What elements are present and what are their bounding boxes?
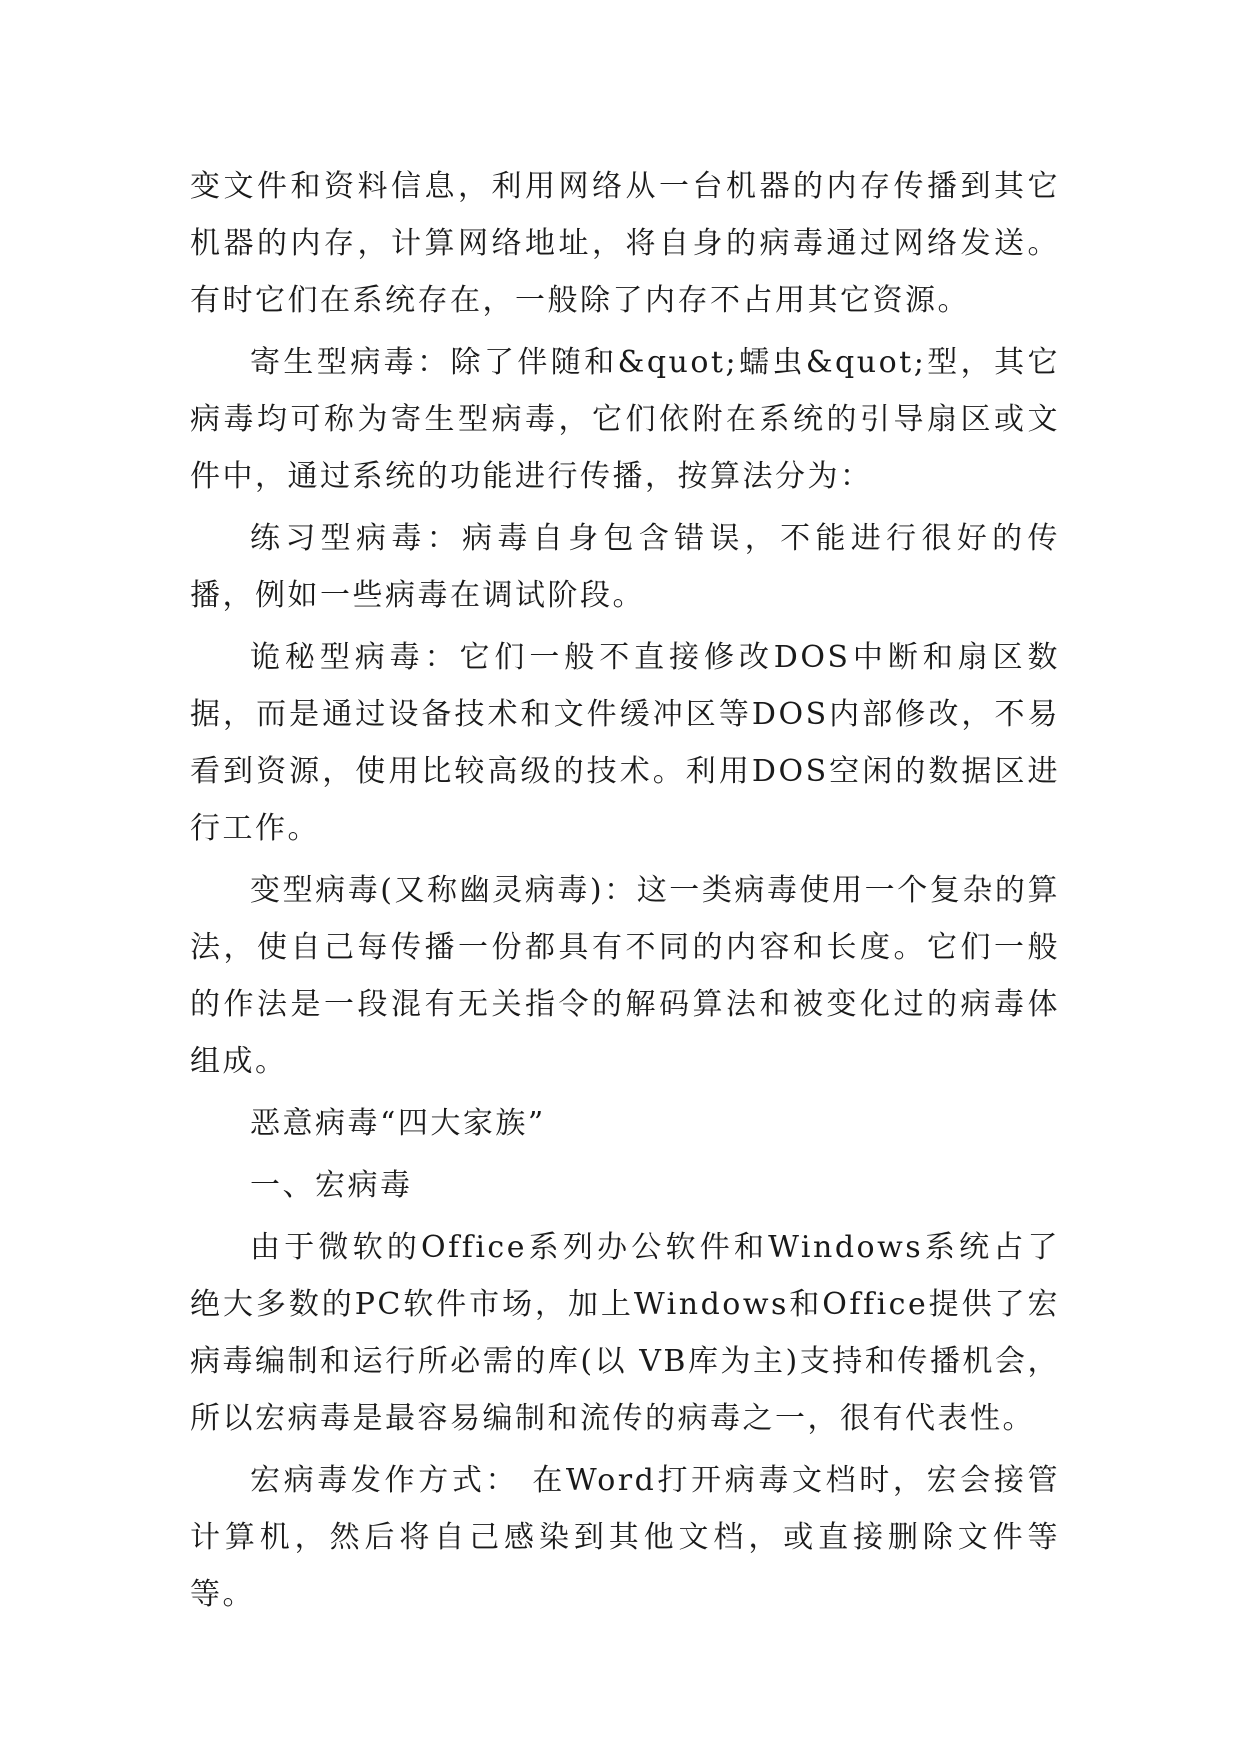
paragraph-polymorphic-virus: 变型病毒(又称幽灵病毒)：这一类病毒使用一个复杂的算法，使自己每传播一份都具有不同的内容和长度。它们一般的作法是一段混有无关指令的解码算法和被变化过的病毒体组成。 — [190, 873, 1060, 1079]
paragraph-macro-virus-behavior: 宏病毒发作方式： 在Word打开病毒文档时，宏会接管计算机，然后将自己感染到其他文档，或直接删除文件等等。 — [190, 1463, 1060, 1612]
paragraph-parasitic-virus: 寄生型病毒：除了伴随和&quot;蠕虫&quot;型，其它病毒均可称为寄生型病毒，它们依附在系统的引导扇区或文件中，通过系统的功能进行传播，按算法分为： — [190, 345, 1060, 494]
paragraph-macro-virus-intro: 由于微软的Office系列办公软件和Windows系统占了绝大多数的PC软件市场，加上Windows和Office提供了宏病毒编制和运行所必需的库(以 VB库为主)支持和传播机会，所以宏病毒是最容易编制和流传的病毒之一，很有代表性。 — [190, 1230, 1060, 1436]
heading-macro-virus: 一、宏病毒 — [250, 1168, 413, 1203]
paragraph-practice-virus: 练习型病毒：病毒自身包含错误，不能进行很好的传播，例如一些病毒在调试阶段。 — [190, 521, 1060, 613]
document-body — [190, 158, 1060, 1628]
paragraph-stealth-virus: 诡秘型病毒：它们一般不直接修改DOS中断和扇区数据，而是通过设备技术和文件缓冲区等DOS内部修改，不易看到资源，使用比较高级的技术。利用DOS空闲的数据区进行工作。 — [190, 640, 1060, 846]
paragraph-worm-virus-continued: 变文件和资料信息，利用网络从一台机器的内存传播到其它机器的内存，计算网络地址，将自身的病毒通过网络发送。有时它们在系统存在，一般除了内存不占用其它资源。 — [190, 169, 1060, 318]
heading-four-families: 恶意病毒“四大家族” — [250, 1106, 546, 1141]
